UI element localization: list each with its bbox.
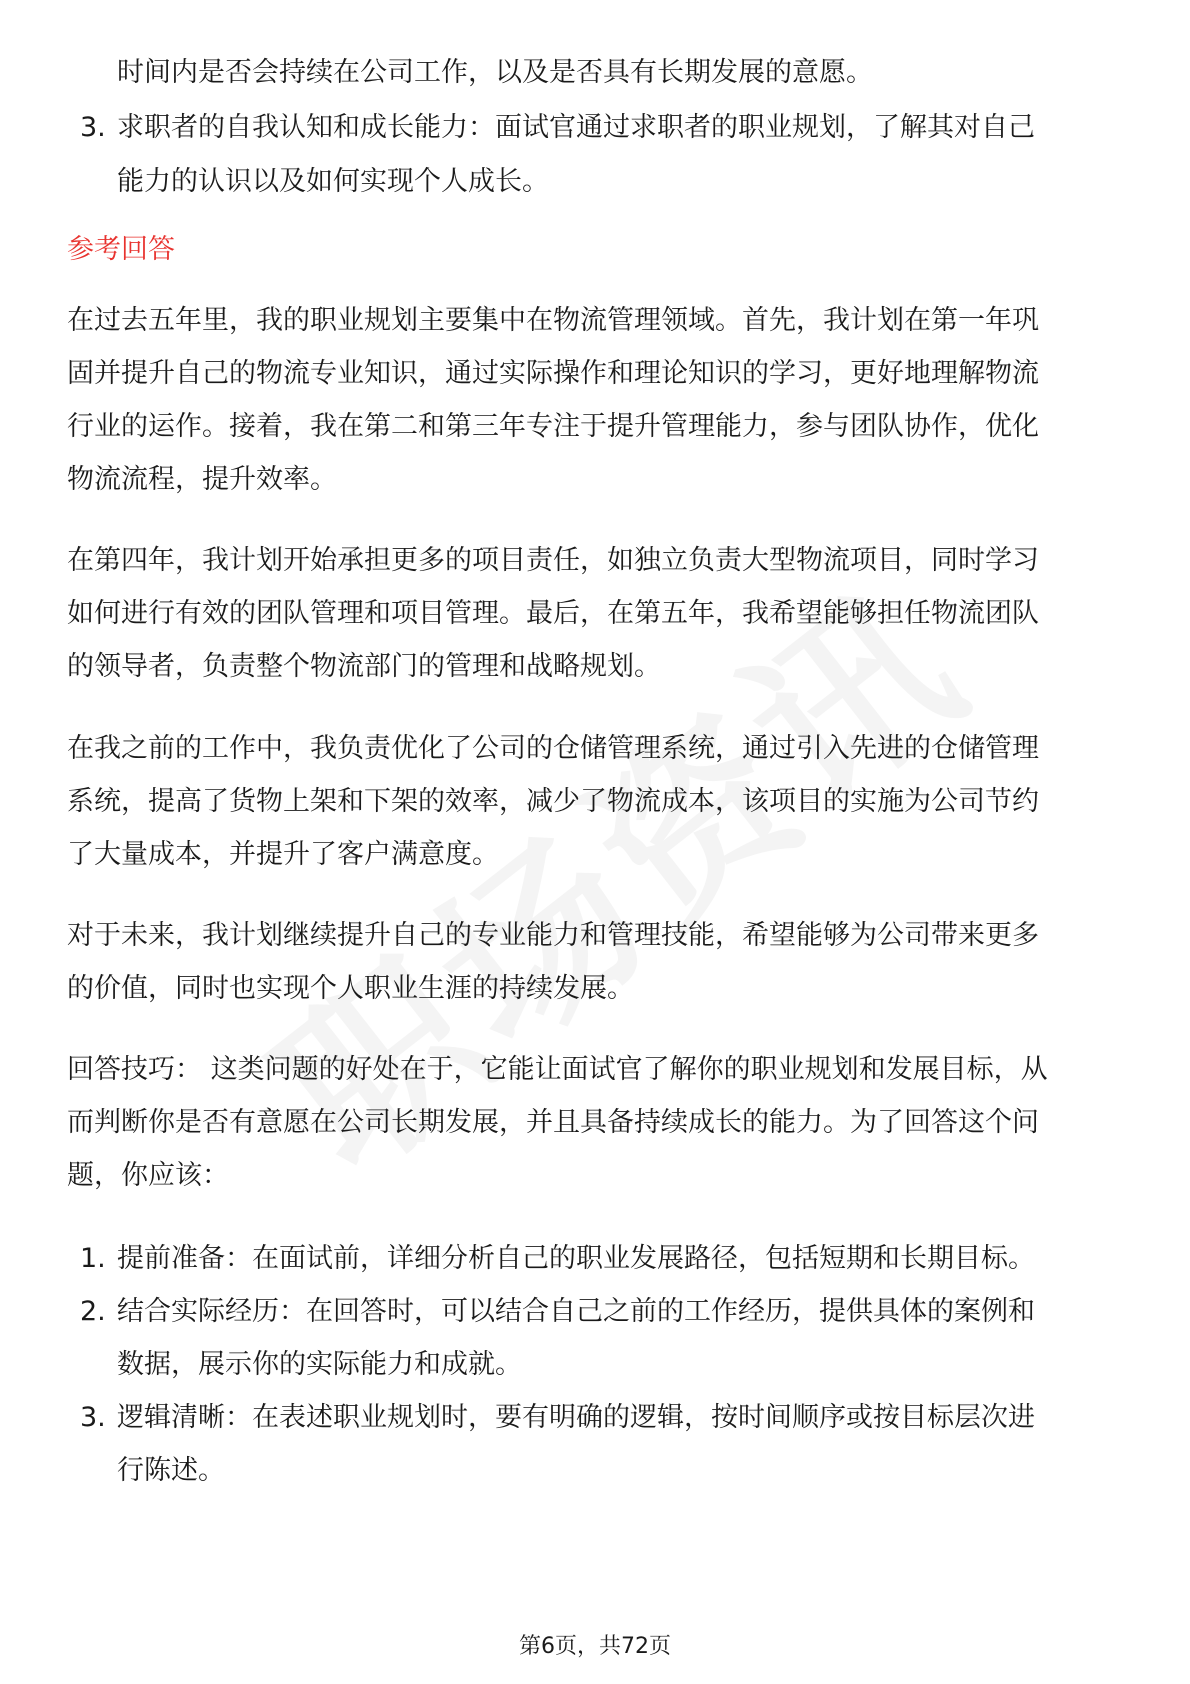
list-item-line: 能力的认识以及如何实现个人成长。	[117, 166, 549, 197]
list-number: 1.	[80, 1243, 106, 1274]
paragraph-line: 固并提升自己的物流专业知识，通过实际操作和理论知识的学习，更好地理解物流	[67, 358, 1039, 389]
list-item-line: 逻辑清晰：在表述职业规划时，要有明确的逻辑，按时间顺序或按目标层次进	[117, 1402, 1035, 1433]
list-number: 3.	[80, 112, 106, 143]
paragraph-line: 如何进行有效的团队管理和项目管理。最后，在第五年，我希望能够担任物流团队	[67, 598, 1039, 629]
list-item-line: 求职者的自我认知和成长能力：面试官通过求职者的职业规划，了解其对自己	[117, 112, 1035, 143]
paragraph-line: 系统，提高了货物上架和下架的效率，减少了物流成本，该项目的实施为公司节约	[67, 786, 1039, 817]
paragraph-line: 了大量成本，并提升了客户满意度。	[67, 839, 499, 870]
section-heading-reference-answer: 参考回答	[67, 234, 175, 265]
list-number: 2.	[80, 1296, 106, 1327]
paragraph-line: 的领导者，负责整个物流部门的管理和战略规划。	[67, 651, 661, 682]
list-item-line: 数据，展示你的实际能力和成就。	[117, 1349, 522, 1380]
paragraph-line: 的价值，同时也实现个人职业生涯的持续发展。	[67, 973, 634, 1004]
list-item-line: 结合实际经历：在回答时，可以结合自己之前的工作经历，提供具体的案例和	[117, 1296, 1035, 1327]
paragraph-line: 题，你应该：	[67, 1160, 229, 1191]
page-footer: 第6页，共72页	[519, 1634, 671, 1659]
paragraph-line: 而判断你是否有意愿在公司长期发展，并且具备持续成长的能力。为了回答这个问	[67, 1107, 1039, 1138]
list-item-line: 提前准备：在面试前，详细分析自己的职业发展路径，包括短期和长期目标。	[117, 1243, 1035, 1274]
paragraph-line: 物流流程，提升效率。	[67, 464, 337, 495]
list-item-line: 行陈述。	[117, 1455, 225, 1486]
paragraph-line: 回答技巧： 这类问题的好处在于，它能让面试官了解你的职业规划和发展目标，从	[67, 1054, 1048, 1085]
list-number: 3.	[80, 1402, 106, 1433]
paragraph-line: 在过去五年里，我的职业规划主要集中在物流管理领域。首先，我计划在第一年巩	[67, 305, 1039, 336]
paragraph-line: 在第四年，我计划开始承担更多的项目责任，如独立负责大型物流项目，同时学习	[67, 545, 1039, 576]
list-item-2-continuation: 时间内是否会持续在公司工作，以及是否具有长期发展的意愿。	[117, 57, 873, 88]
paragraph-line: 对于未来，我计划继续提升自己的专业能力和管理技能，希望能够为公司带来更多	[67, 920, 1039, 951]
paragraph-line: 在我之前的工作中，我负责优化了公司的仓储管理系统，通过引入先进的仓储管理	[67, 733, 1039, 764]
paragraph-line: 行业的运作。接着，我在第二和第三年专注于提升管理能力，参与团队协作，优化	[67, 411, 1039, 442]
